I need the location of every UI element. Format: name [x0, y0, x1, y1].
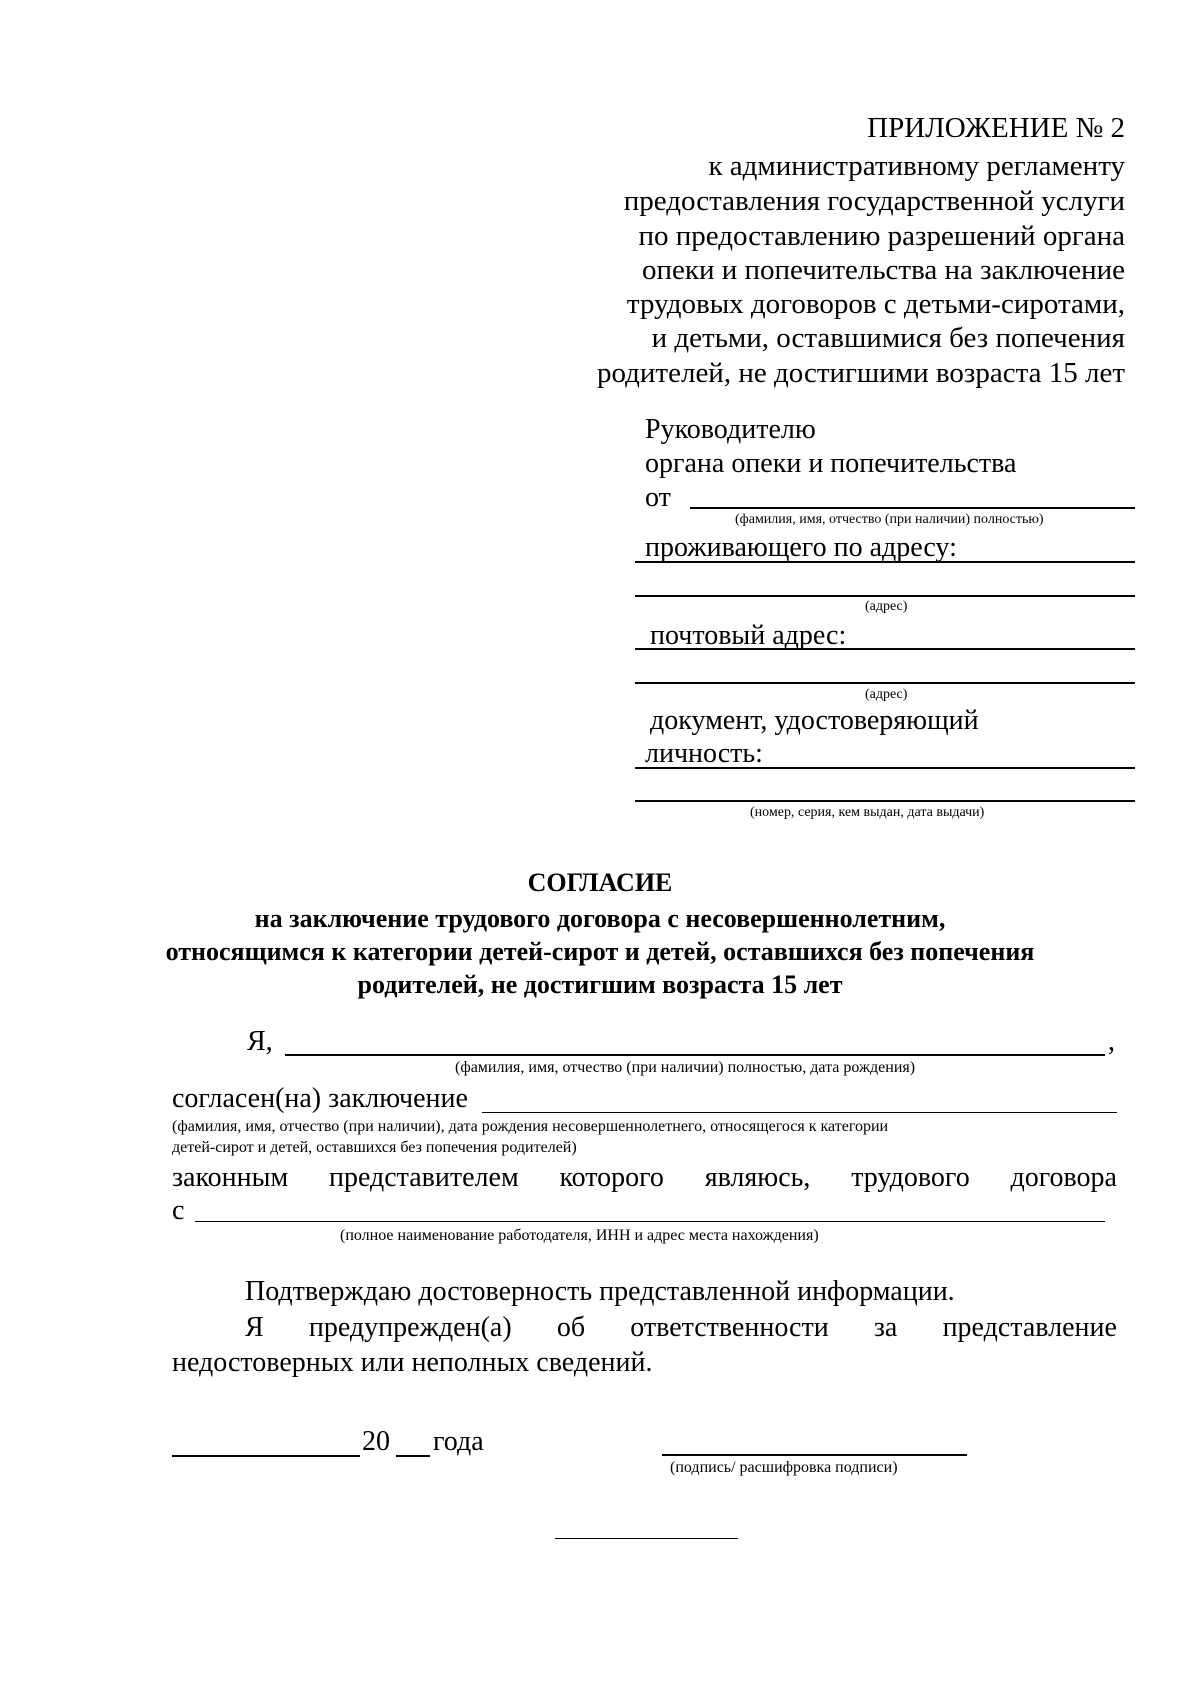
- signature-line: [662, 1454, 967, 1456]
- id-doc-details-line: [635, 800, 1135, 802]
- applicant-note: (фамилия, имя, отчество (при наличии) полностью, дата рождения): [455, 1059, 916, 1076]
- postal-note: (адрес): [865, 687, 908, 702]
- word-5: трудового: [851, 1162, 970, 1193]
- word-3: которого: [559, 1162, 664, 1193]
- warn-word-5: за: [873, 1312, 898, 1343]
- employer-note: (полное наименование работодателя, ИНН и адрес места нахождения): [340, 1227, 819, 1244]
- minor-note-1: (фамилия, имя, отчество (при наличии), дата рождения несовершеннолетнего, относящегося к категории: [172, 1118, 889, 1135]
- appendix-line-5: трудовых договоров с детьми-сиротами,: [626, 288, 1125, 320]
- comma: ,: [1108, 1026, 1115, 1057]
- address-line: [635, 595, 1135, 597]
- warn-word-3: об: [556, 1312, 586, 1343]
- year-prefix: 20: [362, 1426, 390, 1457]
- minor-note-2: детей-сирот и детей, оставшихся без попечения родителей): [172, 1139, 577, 1156]
- with-label: с: [172, 1195, 185, 1226]
- warn-word-1: Я: [245, 1312, 264, 1343]
- addressee-line-2: органа опеки и попечительства: [645, 448, 1017, 479]
- word-4: являюсь,: [704, 1162, 811, 1193]
- postal-label: почтовый адрес:: [650, 620, 847, 651]
- minor-line: [482, 1112, 1117, 1113]
- address-note: (адрес): [865, 599, 908, 614]
- word-6: договора: [1010, 1162, 1117, 1193]
- appendix-line-4: опеки и попечительства на заключение: [642, 254, 1125, 286]
- appendix-line-3: по предоставлению разрешений органа: [638, 220, 1125, 252]
- applicant-line: [285, 1054, 1105, 1056]
- id-doc-line: [635, 767, 1135, 769]
- ya-label: Я,: [247, 1026, 273, 1057]
- appendix-line-2: предоставления государственной услуги: [623, 185, 1125, 217]
- employer-line: [195, 1221, 1105, 1222]
- residing-line: [635, 561, 1135, 563]
- fio-line: [690, 507, 1135, 509]
- fio-note: (фамилия, имя, отчество (при наличии) полностью): [735, 512, 1044, 527]
- from-label: от: [645, 482, 671, 513]
- warn-word-6: представление: [942, 1312, 1117, 1343]
- date-line: [172, 1455, 360, 1457]
- appendix-line-1: к административному регламенту: [708, 150, 1125, 182]
- signature-note: (подпись/ расшифровка подписи): [670, 1459, 898, 1476]
- warn-word-2: предупрежден(а): [308, 1312, 512, 1343]
- title-line-3: родителей, не достигшим возраста 15 лет: [357, 970, 843, 999]
- word-2: представителем: [328, 1162, 519, 1193]
- postal-line: [635, 648, 1135, 650]
- postal-address-line: [635, 682, 1135, 684]
- closing-divider: [555, 1538, 738, 1539]
- title-line-1: на заключение трудового договора с несовершеннолетним,: [254, 904, 946, 933]
- id-doc-label-2: личность:: [645, 738, 763, 769]
- year-line: [396, 1455, 430, 1457]
- word-1: законным: [172, 1162, 289, 1193]
- id-doc-label-1: документ, удостоверяющий: [650, 705, 979, 736]
- appendix-line-7: родителей, не достигшими возраста 15 лет: [596, 357, 1125, 389]
- addressee-line-1: Руководителю: [645, 414, 816, 445]
- appendix-number: ПРИЛОЖЕНИЕ № 2: [867, 112, 1125, 144]
- year-word: года: [433, 1426, 484, 1457]
- warn-word-4: ответственности: [630, 1312, 829, 1343]
- appendix-line-6: и детьми, оставшимися без попечения: [651, 322, 1125, 354]
- id-doc-note: (номер, серия, кем выдан, дата выдачи): [750, 805, 985, 820]
- document-title: СОГЛАСИЕ: [527, 868, 673, 897]
- representative-line: [172, 1162, 1117, 1194]
- residing-label: проживающего по адресу:: [645, 532, 957, 563]
- warning-line-2: недостоверных или неполных сведений.: [172, 1347, 653, 1378]
- confirm-text: Подтверждаю достоверность представленной информации.: [245, 1276, 955, 1307]
- warning-line-1: [245, 1312, 1117, 1344]
- title-line-2: относящимся к категории детей-сирот и детей, оставшихся без попечения: [165, 937, 1035, 966]
- agree-label: согласен(на) заключение: [172, 1083, 468, 1114]
